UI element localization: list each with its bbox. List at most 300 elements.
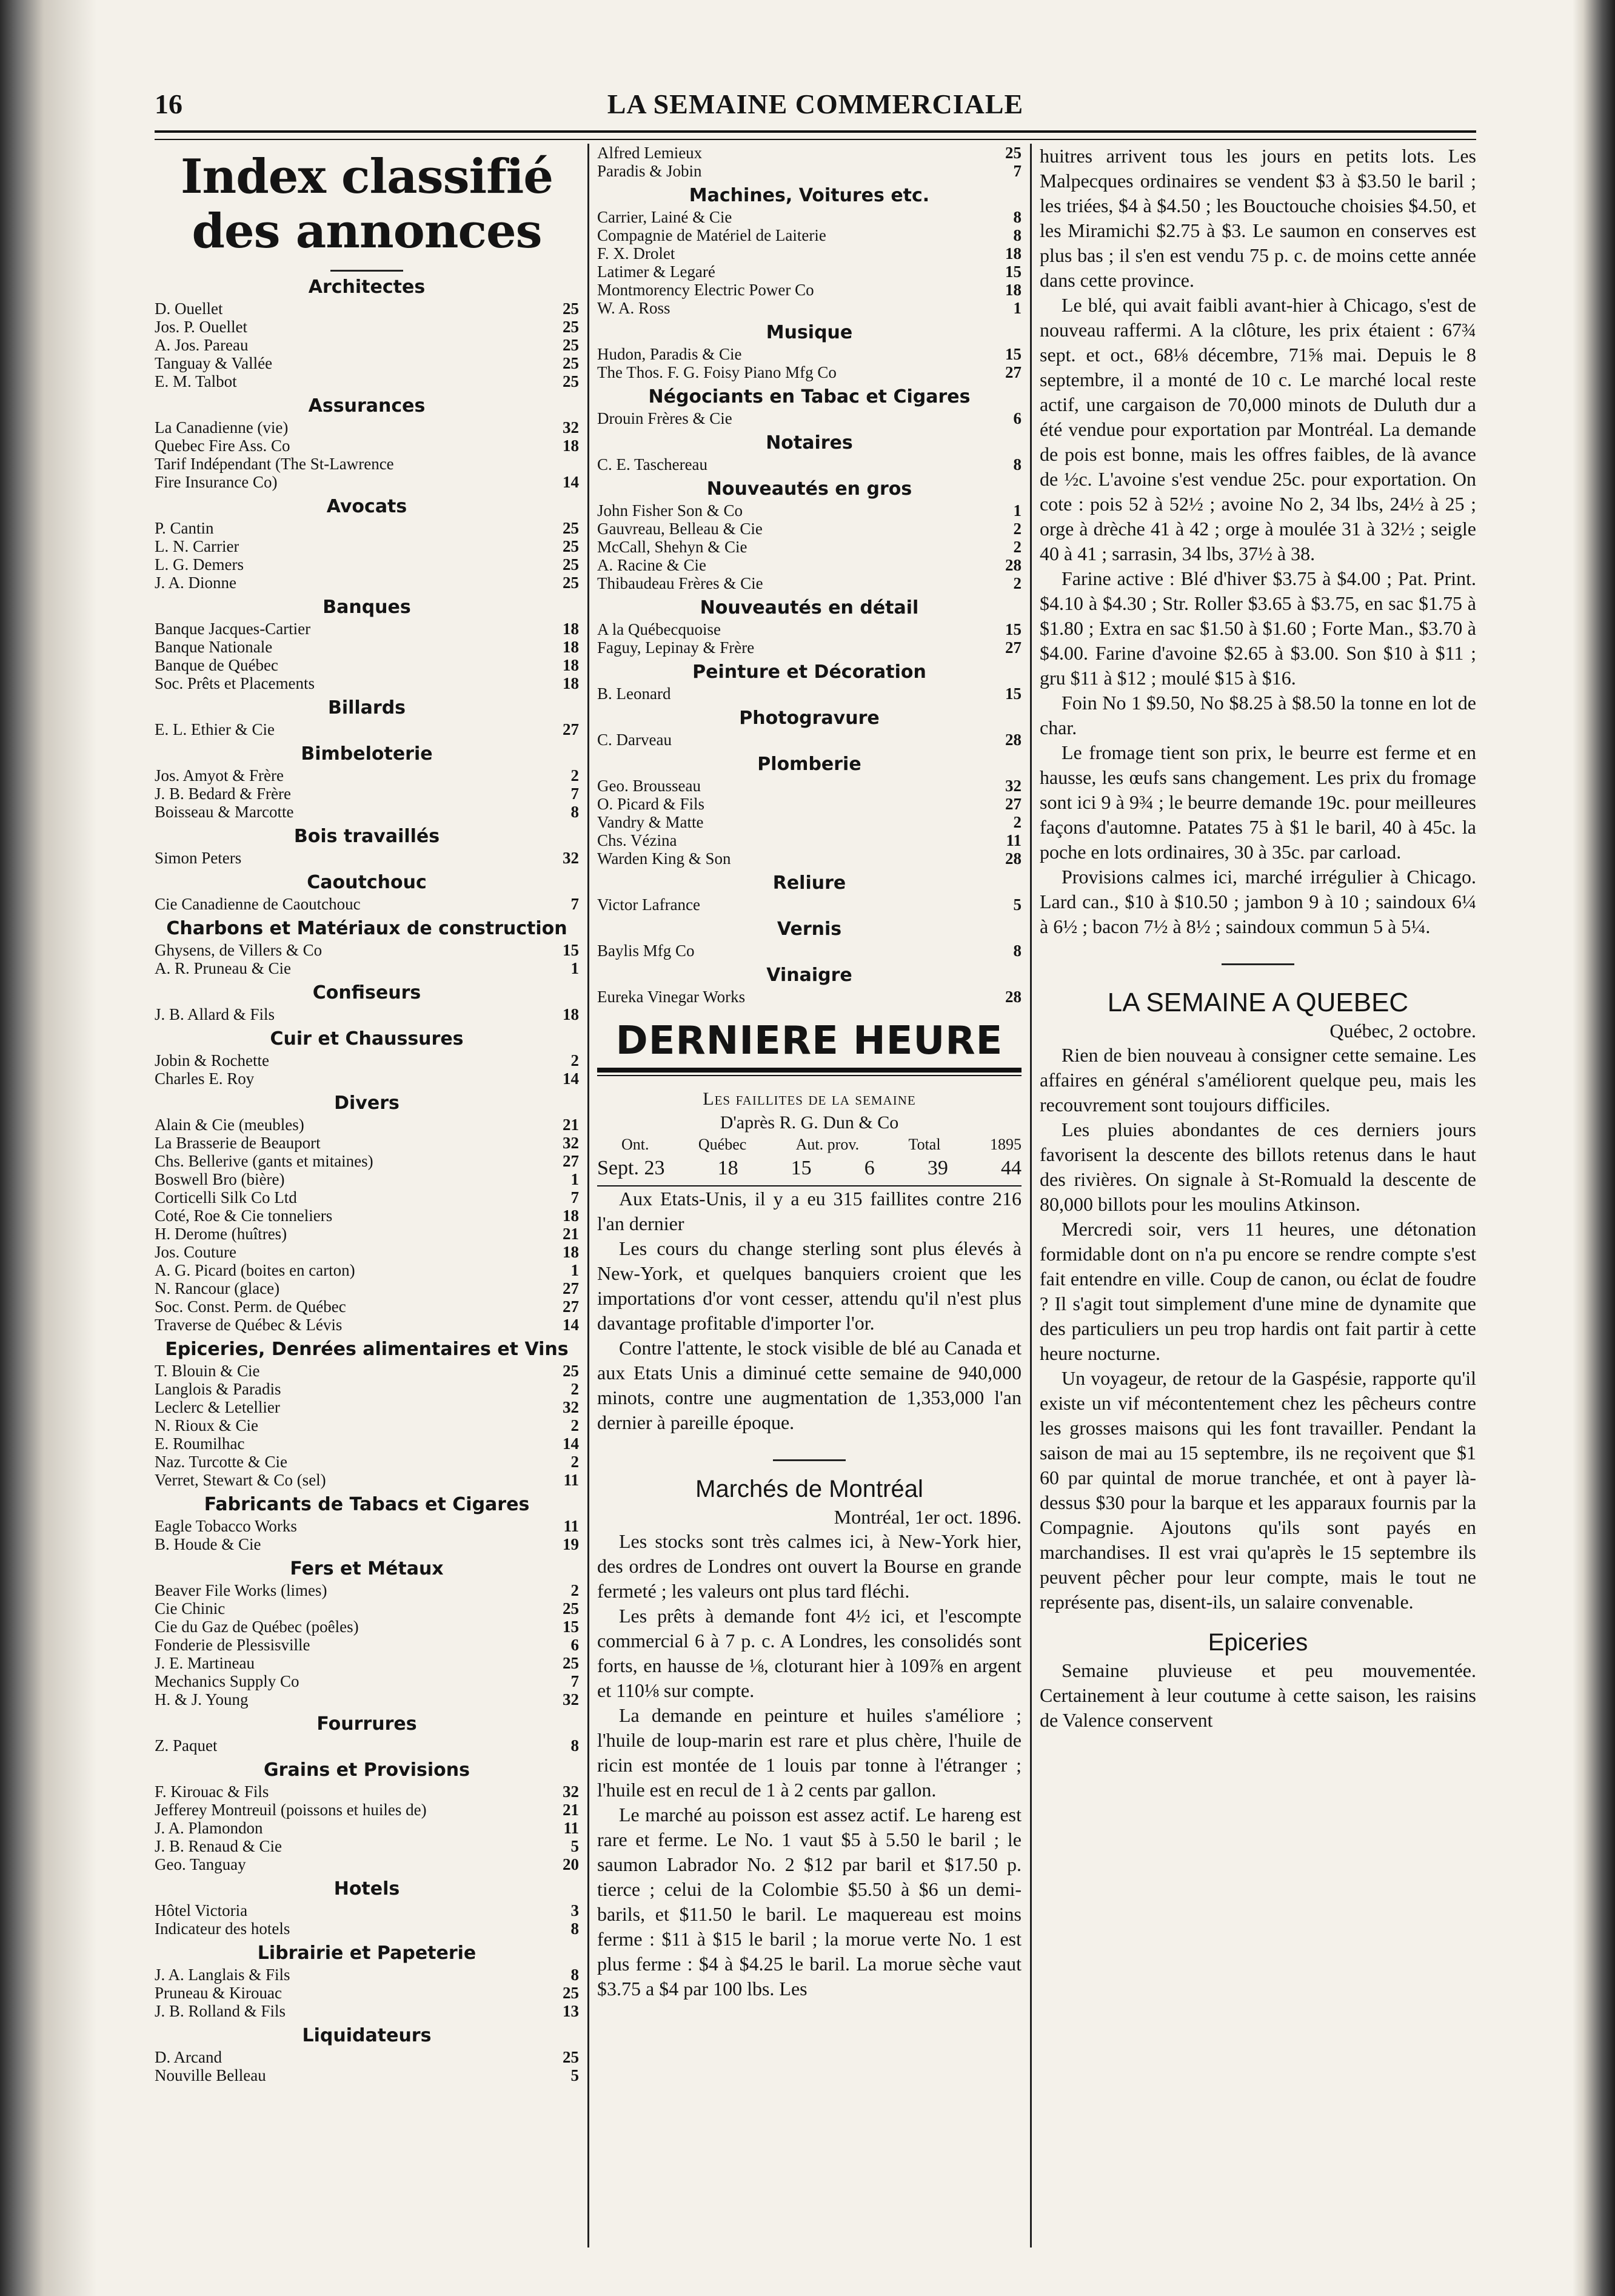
index-entry: [155, 1690, 579, 1709]
page-ref: 15: [1005, 620, 1021, 638]
page-ref: 2: [570, 1581, 579, 1599]
advertiser-name: Soc. Prêts et Placements: [155, 674, 315, 692]
index-category-heading: Vinaigre: [766, 965, 852, 986]
index-entry: [597, 263, 1021, 281]
page-ref: 25: [563, 537, 579, 555]
page-ref: 7: [570, 1672, 579, 1690]
index-entry: [597, 226, 1021, 244]
index-entry: [155, 785, 579, 803]
advertiser-name: J. A. Plamondon: [155, 1819, 263, 1837]
advertiser-name: A. Jos. Pareau: [155, 336, 249, 354]
page-ref: 14: [563, 1434, 579, 1453]
advertiser-name: The Thos. F. G. Foisy Piano Mfg Co: [597, 363, 837, 381]
index-entry: [597, 345, 1021, 363]
column-rule: [1030, 144, 1032, 2247]
page-ref: 8: [570, 803, 579, 821]
page-ref: 2: [570, 766, 579, 785]
market-paragraph: Les prêts à demande font 4½ ici, et l'escompte commercial 6 à 7 p. c. A Londres, les consolidés sont forts, en hausse de ⅛, cloturant hier à 109⅞ en argent et 110⅛ sur compte.: [597, 1605, 1021, 1701]
index-entry: [155, 1434, 579, 1453]
advertiser-name: J. B. Bedard & Frère: [155, 785, 291, 803]
page-ref: 18: [563, 656, 579, 674]
index-entry: [155, 537, 579, 555]
page-ref: 2: [1013, 813, 1021, 831]
faillites-table-row: [597, 1155, 1021, 1186]
index-category-heading: Nouveautés en détail: [700, 597, 919, 618]
index-entry: [155, 959, 579, 977]
market-paragraph: Le marché au poisson est assez actif. Le hareng est rare et ferme. Le No. 1 vaut $5 à 5.50 le baril ; le saumon Labrador No. 2 $12 par baril et $17.50 p. tierce ; celui de la Colombie $5.50 à $6 un demi-barils, et $11.50 le baril. Le maquereau est moins ferme : $11 à $15 le baril ; la morue verte No. 1 est plus ferme : $4 à $4.25 le baril. La morue sèche vaut $3.75 a $4 par 100 lbs. Les: [597, 1804, 1021, 2000]
page-ref: 25: [563, 1984, 579, 2002]
index-entry: [155, 720, 579, 738]
index-entry: [597, 988, 1021, 1006]
index-entry: [155, 1152, 579, 1170]
page-ref: 20: [563, 1855, 579, 1873]
cell: 39: [927, 1157, 948, 1179]
index-category-heading: Divers: [334, 1093, 400, 1114]
advertiser-name: L. G. Demers: [155, 555, 244, 574]
page-ref: 14: [563, 473, 579, 491]
advertiser-name: Eureka Vinegar Works: [597, 988, 746, 1006]
title-rule: [330, 270, 403, 272]
index-entry: [155, 941, 579, 959]
advertiser-name: John Fisher Son & Co: [597, 501, 743, 520]
page-ref: 1: [1013, 501, 1021, 520]
advertiser-name: Chs. Bellerive (gants et mitaines): [155, 1152, 373, 1170]
advertiser-name: Thibaudeau Frères & Cie: [597, 574, 763, 592]
index-entry: [597, 363, 1021, 381]
index-category-heading: Vernis: [777, 919, 842, 940]
index-entry: [155, 766, 579, 785]
page-ref: 15: [1005, 684, 1021, 703]
page-ref: 21: [563, 1801, 579, 1819]
index-entry: [155, 300, 579, 318]
page-ref: 25: [563, 574, 579, 592]
advertiser-name: Carrier, Lainé & Cie: [597, 208, 732, 226]
advertiser-name: J. B. Renaud & Cie: [155, 1837, 282, 1855]
index-entry: [155, 1170, 579, 1188]
index-entry: [155, 473, 579, 491]
index-category-heading: Confiseurs: [312, 982, 421, 1003]
advertiser-name: J. B. Allard & Fils: [155, 1005, 275, 1023]
index-entry: [155, 1316, 579, 1334]
epiceries-paragraph: Semaine pluvieuse et peu mouvementée. Certainement à leur coutume à cette saison, les raisins de Valence conservent: [1040, 1659, 1476, 1731]
advertiser-name: Tarif Indépendant (The St-Lawrence: [155, 455, 394, 473]
quebec-paragraph: Les pluies abondantes de ces derniers jours favorisent la descente des billots retenus dans le haut des rivières. On signale à St-Romuald la descente de 80,000 billots pour les moulins Atkinson.: [1040, 1119, 1476, 1215]
quebec-dateline: Québec, 2 octobre.: [1329, 1020, 1476, 1042]
page-ref: 8: [570, 1966, 579, 1984]
advertiser-name: Cie du Gaz de Québec (poêles): [155, 1618, 359, 1636]
page-ref: 18: [1005, 281, 1021, 299]
page-ref: 8: [1013, 455, 1021, 474]
advertiser-name: Boisseau & Marcotte: [155, 803, 294, 821]
page-ref: 32: [563, 1134, 579, 1152]
advertiser-name: Faguy, Lepinay & Frère: [597, 638, 755, 657]
page-ref: 18: [1005, 244, 1021, 263]
index-entry: [597, 849, 1021, 868]
advertiser-name: Hôtel Victoria: [155, 1901, 248, 1919]
advertiser-name: Boswell Bro (bière): [155, 1170, 285, 1188]
market-paragraph: Le fromage tient son prix, le beurre est ferme et en hausse, les œufs sans changement. Les prix du fromage sont ici 9 à 9¾ ; le beurre demande 19c. pour meilleures façons d'automne. Patates 75 à $1 le baril, 40 à 45c. la poche en lots ordinaires, 30 à 35c. par carload.: [1040, 741, 1476, 863]
index-entry: [597, 777, 1021, 795]
advertiser-name: Verret, Stewart & Co (sel): [155, 1471, 326, 1489]
header-rule: [155, 130, 1476, 140]
advertiser-name: Soc. Const. Perm. de Québec: [155, 1297, 346, 1316]
page-ref: 2: [570, 1380, 579, 1398]
market-paragraph: Provisions calmes ici, marché irrégulier à Chicago. Lard can., $10 à $10.50 ; jambon 9 à 10 ; saindoux 6¼ à 6½ ; bacon 7½ à 8½ ; saindoux commun 5 à 5¼.: [1040, 866, 1476, 937]
page-ref: 18: [563, 437, 579, 455]
page-ref: 21: [563, 1116, 579, 1134]
page-ref: 5: [570, 1837, 579, 1855]
index-entry: [155, 1535, 579, 1553]
advertiser-name: J. E. Martineau: [155, 1654, 255, 1672]
index-entry: [597, 895, 1021, 914]
index-entry: [155, 895, 579, 913]
index-category-heading: Fers et Métaux: [290, 1558, 444, 1579]
index-entry: [155, 2066, 579, 2084]
index-category-heading: Plomberie: [757, 754, 861, 775]
index-entry: [597, 281, 1021, 299]
montreal-dateline: Montréal, 1er oct. 1896.: [834, 1506, 1021, 1528]
page-ref: 11: [563, 1517, 579, 1535]
index-category-heading: Avocats: [326, 496, 407, 517]
quebec-heading: LA SEMAINE A QUEBEC: [1107, 988, 1409, 1017]
advertiser-name: L. N. Carrier: [155, 537, 239, 555]
advertiser-name: Jefferey Montreuil (poissons et huiles de): [155, 1801, 427, 1819]
advertiser-name: Ghysens, de Villers & Co: [155, 941, 323, 959]
index-category-heading: Négociants en Tabac et Cigares: [648, 386, 971, 407]
index-entry: [155, 1069, 579, 1088]
cell: Sept. 23: [597, 1157, 665, 1179]
index-entry: [597, 538, 1021, 556]
index-entry: [155, 555, 579, 574]
page-ref: 25: [563, 354, 579, 372]
page-ref: 25: [563, 336, 579, 354]
index-entry: [597, 813, 1021, 831]
advertiser-name: La Brasserie de Beauport: [155, 1134, 321, 1152]
page-ref: 8: [1013, 942, 1021, 960]
page-ref: 1: [570, 1170, 579, 1188]
advertiser-name: Geo. Tanguay: [155, 1855, 246, 1873]
index-entry: [155, 1380, 579, 1398]
page-ref: 28: [1005, 731, 1021, 749]
page-ref: 14: [563, 1316, 579, 1334]
advertiser-name: Simon Peters: [155, 849, 242, 867]
advertiser-name: Banque Nationale: [155, 638, 273, 656]
index-entry: [155, 638, 579, 656]
advertiser-name: Paradis & Jobin: [597, 162, 702, 180]
page-ref: 27: [563, 1297, 579, 1316]
advertiser-name: O. Picard & Fils: [597, 795, 705, 813]
advertiser-name: Mechanics Supply Co: [155, 1672, 299, 1690]
news-paragraph: Aux Etats-Unis, il y a eu 315 faillites contre 216 l'an dernier: [597, 1188, 1021, 1234]
index-entry: [155, 1398, 579, 1416]
page-ref: 18: [563, 620, 579, 638]
page-ref: 8: [1013, 226, 1021, 244]
quebec-paragraph: Mercredi soir, vers 11 heures, une détonation formidable dont on n'a pu encore se rendre compte s'est fait entendre en ville. Coup de canon, ou éclat de foudre ? Il s'agit tout simplement d'une mine de dynamite que des particuliers un peu trop hardis ont fait partir à cette heure nocturne.: [1040, 1218, 1476, 1364]
index-category-heading: Reliure: [772, 872, 846, 894]
index-entry: [155, 1672, 579, 1690]
index-entry: [155, 1362, 579, 1380]
index-entry: [597, 520, 1021, 538]
running-head: [155, 88, 1476, 130]
index-category-heading: Fourrures: [316, 1713, 417, 1735]
index-entry: [155, 418, 579, 437]
page-ref: 18: [563, 638, 579, 656]
advertiser-name: A la Québecquoise: [597, 620, 721, 638]
advertiser-name: McCall, Shehyn & Cie: [597, 538, 747, 556]
index-entry: [597, 684, 1021, 703]
page-ref: 18: [563, 1207, 579, 1225]
index-category-heading: Photogravure: [739, 708, 880, 729]
page-ref: 25: [563, 555, 579, 574]
cell: 6: [864, 1157, 875, 1179]
advertiser-name: Traverse de Québec & Lévis: [155, 1316, 343, 1334]
index-column-1: [155, 144, 579, 2247]
montreal-heading: Marchés de Montréal: [695, 1476, 923, 1502]
advertiser-name: Cie Canadienne de Caoutchouc: [155, 895, 361, 913]
page-ref: 8: [570, 1919, 579, 1938]
publication-title: LA SEMAINE COMMERCIALE: [607, 89, 1024, 119]
page-ref: 7: [570, 785, 579, 803]
page-ref: 21: [563, 1225, 579, 1243]
advertiser-name: Warden King & Son: [597, 849, 731, 868]
index-entry: [155, 620, 579, 638]
index-entry: [155, 1188, 579, 1207]
index-entry: [155, 1243, 579, 1261]
advertiser-name: D. Arcand: [155, 2048, 222, 2066]
index-entry: [155, 1051, 579, 1069]
page-ref: 27: [1005, 638, 1021, 657]
page-ref: 18: [563, 674, 579, 692]
page-ref: [575, 455, 579, 473]
index-entry: [155, 354, 579, 372]
section-rule: [773, 1459, 846, 1461]
advertiser-name: Fire Insurance Co): [155, 473, 278, 491]
advertiser-name: Chs. Vézina: [597, 831, 677, 849]
news-paragraph: Les cours du change sterling sont plus élevés à New-York, et quelques banquiers croient que les importations d'or vont cesser, attendu qu'il n'est plus davantage profitable d'importer l'or.: [597, 1237, 1021, 1334]
index-entry: [155, 803, 579, 821]
page-ref: 15: [563, 941, 579, 959]
index-category-heading: Billards: [327, 697, 406, 718]
index-category-heading: Musique: [766, 322, 853, 343]
page-ref: 6: [570, 1636, 579, 1654]
advertiser-name: E. Roumilhac: [155, 1434, 245, 1453]
index-category-heading: Liquidateurs: [302, 2025, 432, 2046]
index-category-heading: Librairie et Papeterie: [257, 1943, 476, 1964]
page-ref: 25: [1005, 144, 1021, 162]
column-2: [597, 144, 1021, 2247]
page-ref: 32: [1005, 777, 1021, 795]
page-ref: 5: [1013, 895, 1021, 914]
page-ref: 13: [563, 2002, 579, 2020]
page-ref: 32: [563, 1782, 579, 1801]
index-entry: [155, 336, 579, 354]
page-ref: 11: [563, 1471, 579, 1489]
advertiser-name: Pruneau & Kirouac: [155, 1984, 282, 2002]
index-entry: [155, 1919, 579, 1938]
index-category-heading: Assurances: [308, 395, 426, 417]
index-entry: [155, 1279, 579, 1297]
advertiser-name: Eagle Tobacco Works: [155, 1517, 297, 1535]
index-entry: [155, 1261, 579, 1279]
column-rule: [587, 144, 589, 2247]
page-ref: 25: [563, 318, 579, 336]
advertiser-name: Indicateur des hotels: [155, 1919, 290, 1938]
page-ref: 32: [563, 1398, 579, 1416]
index-category-heading: Bois travaillés: [293, 826, 440, 847]
index-entry: [155, 1736, 579, 1755]
index-entry: [155, 1297, 579, 1316]
page-ref: 11: [563, 1819, 579, 1837]
heading-rule: [597, 1068, 1021, 1076]
index-category-heading: Cuir et Chaussures: [270, 1028, 464, 1049]
index-entry: [155, 1116, 579, 1134]
page-ref: 27: [1005, 363, 1021, 381]
advertiser-name: Victor Lafrance: [597, 895, 701, 914]
index-entry: [155, 1901, 579, 1919]
index-entry: [155, 574, 579, 592]
faillites-source: D'après R. G. Dun & Co: [720, 1113, 899, 1133]
index-category-heading: Fabricants de Tabacs et Cigares: [204, 1494, 530, 1515]
advertiser-name: Alain & Cie (meubles): [155, 1116, 304, 1134]
news-paragraph: Contre l'attente, le stock visible de blé au Canada et aux Etats Unis a diminué cette semaine de 940,000 minots, contre une augmentation de 1,353,000 l'an dernier à pareille époque.: [597, 1337, 1021, 1433]
index-category-heading: Epiceries, Denrées alimentaires et Vins: [165, 1339, 569, 1360]
page-ref: 25: [563, 519, 579, 537]
advertiser-name: B. Leonard: [597, 684, 671, 703]
index-entry: [597, 144, 1021, 162]
page-ref: 28: [1005, 556, 1021, 574]
col-header: Aut. prov.: [795, 1136, 860, 1153]
page-ref: 1: [570, 1261, 579, 1279]
advertiser-name: Tanguay & Vallée: [155, 354, 273, 372]
index-category-heading: Architectes: [308, 276, 426, 298]
advertiser-name: Corticelli Silk Co Ltd: [155, 1188, 297, 1207]
advertiser-name: Compagnie de Matériel de Laiterie: [597, 226, 826, 244]
advertiser-name: La Canadienne (vie): [155, 418, 289, 437]
index-entry: [155, 1517, 579, 1535]
cell: 44: [1001, 1157, 1021, 1179]
index-entry: [155, 1471, 579, 1489]
page-ref: 8: [1013, 208, 1021, 226]
scan-edge-right: [1573, 0, 1615, 2296]
advertiser-name: Hudon, Paradis & Cie: [597, 345, 742, 363]
advertiser-name: Jos. Amyot & Frère: [155, 766, 284, 785]
page-ref: 3: [570, 1901, 579, 1919]
column-3: [1040, 144, 1476, 2247]
index-category-heading: Banques: [323, 597, 411, 618]
advertiser-name: P. Cantin: [155, 519, 214, 537]
page-ref: 15: [1005, 263, 1021, 281]
index-entry: [597, 731, 1021, 749]
page-ref: 1: [1013, 299, 1021, 317]
market-paragraph: La demande en peinture et huiles s'améliore ; l'huile de loup-marin est rare et plus chère, l'huile de ricin est montée de 1 louis par tonne à l'étranger ; l'huile est en recul de 1 à 2 cents par gallon.: [597, 1704, 1021, 1801]
index-entry: [155, 1416, 579, 1434]
advertiser-name: Jos. P. Ouellet: [155, 318, 248, 336]
page-ref: 2: [1013, 574, 1021, 592]
page-ref: 1: [570, 959, 579, 977]
index-entry: [597, 620, 1021, 638]
page-ref: 18: [563, 1243, 579, 1261]
advertiser-name: D. Ouellet: [155, 300, 223, 318]
page-ref: 19: [563, 1535, 579, 1553]
quebec-paragraph: Un voyageur, de retour de la Gaspésie, rapporte qu'il existe un vif mécontentement chez les pêcheurs contre les grosses maisons qui les font travailler. Pendant la saison de mai au 15 septembre, ils ne reçoivent que $1 60 par quintal de morue tranchée, et ont à payer là-dessus $30 pour la barque et les apparaux fournis par la Compagnie. Ajoutons qu'ils sont payés en marchandises. Il est vrai qu'après le 15 septembre ils peuvent pêcher pour leur compte, mais le tout ne représente pas, disent-ils, un salaire convenable.: [1040, 1367, 1476, 1613]
page-ref: 5: [570, 2066, 579, 2084]
page-ref: 2: [1013, 520, 1021, 538]
cell: 15: [791, 1157, 812, 1179]
advertiser-name: Fonderie de Plessisville: [155, 1636, 310, 1654]
page-ref: 2: [570, 1453, 579, 1471]
index-entry: [155, 1005, 579, 1023]
index-entry: [597, 638, 1021, 657]
derniere-heure-heading: DERNIERE HEURE: [615, 1019, 1003, 1063]
page-ref: 2: [570, 1416, 579, 1434]
advertiser-name: E. L. Ethier & Cie: [155, 720, 275, 738]
page-ref: 2: [570, 1051, 579, 1069]
page-ref: 6: [1013, 409, 1021, 427]
advertiser-name: B. Houde & Cie: [155, 1535, 261, 1553]
index-entry: [155, 455, 579, 473]
index-category-heading: Grains et Provisions: [264, 1759, 470, 1781]
page-ref: 7: [570, 895, 579, 913]
index-entry: [155, 849, 579, 867]
index-entry: [597, 455, 1021, 474]
market-paragraph: huitres arrivent tous les jours en petits lots. Les Malpecques ordinaires se vendent $3 à $3.50 le baril ; les triées, $4 à $4.50 ; les Bouctouche choisies $4.50, et les Miramichi $2.75 à $3. Le saumon en conserves est plus bas ; il s'en est vendu 75 p. c. de moins cette année dans cette province.: [1040, 145, 1476, 291]
advertiser-name: N. Rioux & Cie: [155, 1416, 259, 1434]
advertiser-name: Beaver File Works (limes): [155, 1581, 327, 1599]
page-ref: 28: [1005, 849, 1021, 868]
col-header: Ont.: [621, 1136, 649, 1153]
index-entry: [597, 501, 1021, 520]
page-ref: 25: [563, 2048, 579, 2066]
page-ref: 14: [563, 1069, 579, 1088]
index-entry: [155, 1801, 579, 1819]
index-entry: [597, 409, 1021, 427]
index-entry: [597, 942, 1021, 960]
advertiser-name: Geo. Brousseau: [597, 777, 701, 795]
advertiser-name: Nouville Belleau: [155, 2066, 266, 2084]
advertiser-name: Latimer & Legaré: [597, 263, 715, 281]
advertiser-name: Jobin & Rochette: [155, 1051, 269, 1069]
advertiser-name: Coté, Roe & Cie tonneliers: [155, 1207, 333, 1225]
index-entry: [597, 162, 1021, 180]
index-entry: [155, 1654, 579, 1672]
index-entry: [155, 1581, 579, 1599]
advertiser-name: Langlois & Paradis: [155, 1380, 281, 1398]
index-entry: [155, 2002, 579, 2020]
advertiser-name: Baylis Mfg Co: [597, 942, 695, 960]
index-entry: [155, 1782, 579, 1801]
page-ref: 32: [563, 849, 579, 867]
page-ref: 27: [563, 1279, 579, 1297]
faillites-title: Les faillites de la semaine: [703, 1089, 916, 1109]
advertiser-name: A. R. Pruneau & Cie: [155, 959, 291, 977]
page-number: 16: [155, 89, 182, 119]
page-ref: 25: [563, 1599, 579, 1618]
index-entry: [155, 437, 579, 455]
page-ref: 25: [563, 372, 579, 390]
page-ref: 32: [563, 418, 579, 437]
index-entry: [597, 299, 1021, 317]
advertiser-name: F. Kirouac & Fils: [155, 1782, 269, 1801]
advertiser-name: Vandry & Matte: [597, 813, 704, 831]
advertiser-name: Charles E. Roy: [155, 1069, 255, 1088]
newspaper-page: [155, 70, 1476, 2252]
index-entry: [597, 244, 1021, 263]
index-entry: [155, 1819, 579, 1837]
index-entry: [155, 1207, 579, 1225]
index-entry: [155, 1636, 579, 1654]
epiceries-heading: Epiceries: [1208, 1629, 1308, 1656]
index-category-heading: Bimbeloterie: [301, 743, 433, 765]
